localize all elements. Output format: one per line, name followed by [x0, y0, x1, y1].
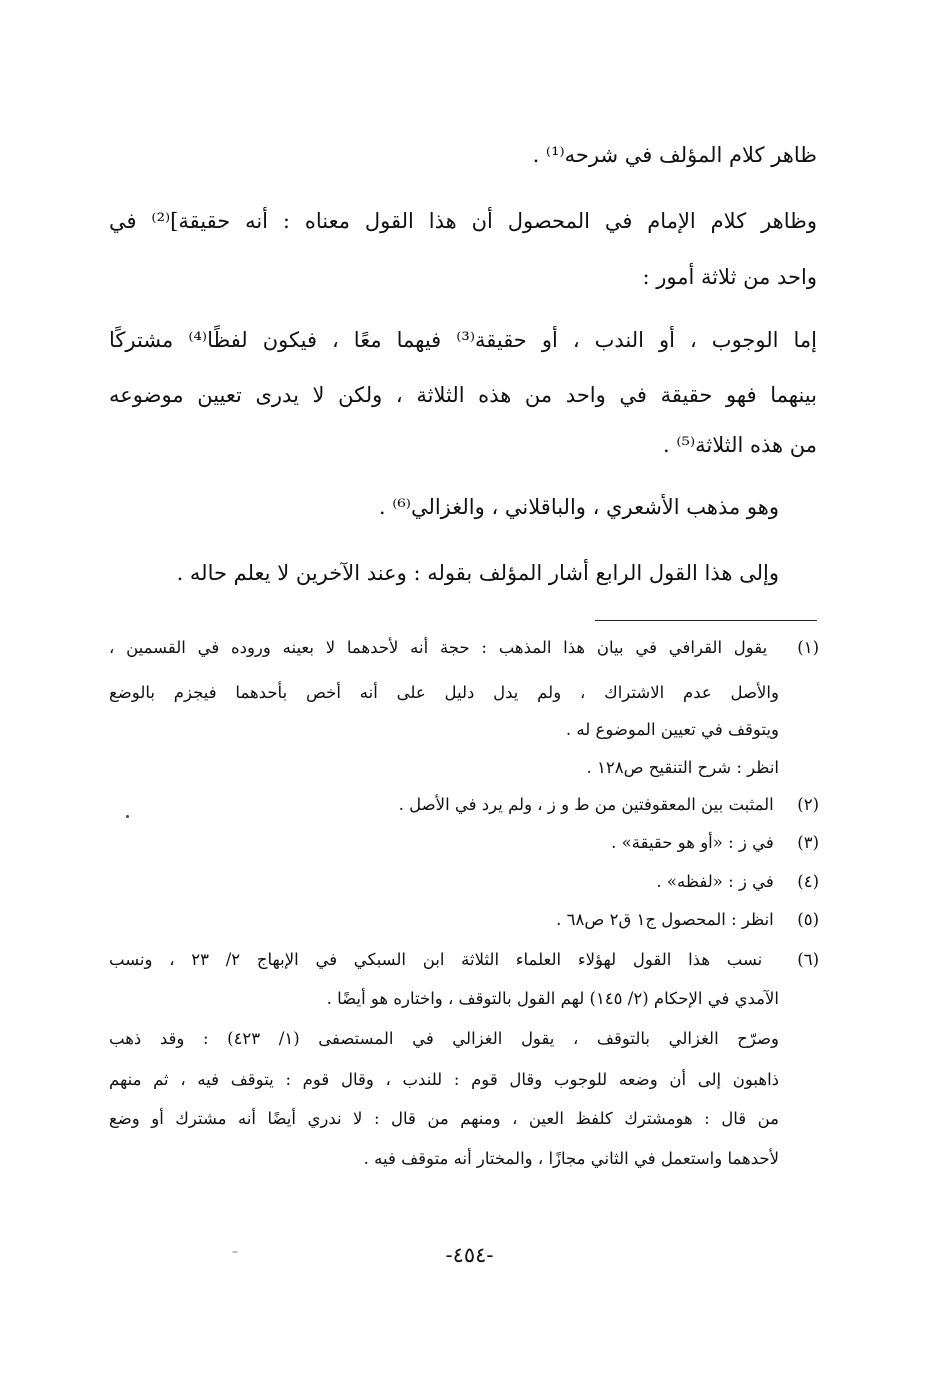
footnote-number: (٣): [797, 833, 819, 852]
footnote-text: المثبت بين المعقوفتين من ط و ز ، ولم يرد في الأصل .: [398, 795, 774, 814]
footnote-line: [109, 947, 819, 973]
footnote-line: لأحدهما واستعمل في الثاني مجازًا ، والمختار أنه متوقف فيه .: [363, 1149, 779, 1168]
footnote-text: يقول القرافي في بيان هذا المذهب : حجة أنه لأحدهما لا بعينه وروده في القسمين ،: [109, 638, 768, 657]
body-line: من هذه الثلاثة⁽⁵⁾ .: [663, 433, 817, 457]
footnote-text: نسب هذا القول لهؤلاء العلماء الثلاثة ابن السبكي في الإبهاج ٢/ ٢٣ ، ونسب: [109, 950, 763, 969]
footnote-number: (٢): [797, 795, 819, 814]
footnote-number: (٥): [797, 910, 819, 929]
footnote-line: والأصل عدم الاشتراك ، ولم يدل دليل على أنه أخص بأحدهما فيجزم بالوضع: [109, 683, 779, 702]
footnote-line: [611, 830, 819, 856]
body-line: وإلى هذا القول الرابع أشار المؤلف بقوله : وعند الآخرين لا يعلم حاله .: [176, 561, 779, 585]
footnote-line: [656, 869, 819, 895]
stray-dot: [126, 815, 129, 818]
footnote-number: (٦): [797, 950, 819, 969]
footnote-text: في ز : «لفظه» .: [656, 872, 774, 891]
footnote-line: [556, 907, 819, 933]
body-line: واحد من ثلاثة أمور :: [642, 265, 817, 289]
footnote-line: وصرّح الغزالي بالتوقف ، يقول الغزالي في المستصفى (١/ ٤٢٣) : وقد ذهب: [109, 1029, 779, 1048]
footnote-line: انظر : شرح التنقيح ص١٢٨ .: [586, 758, 779, 777]
footnote-text: في ز : «أو هو حقيقة» .: [611, 833, 774, 852]
footnote-number: (٤): [797, 872, 819, 891]
footnote-number: (١): [797, 638, 819, 657]
footnote-line: ويتوقف في تعيين الموضوع له .: [565, 720, 779, 739]
footnote-text: انظر : المحصول ج١ ق٢ ص٦٨ .: [556, 910, 774, 929]
footnote-line: [399, 792, 819, 818]
body-line: وهو مذهب الأشعري ، والباقلاني ، والغزالي⁽⁶⁾ .: [378, 495, 779, 519]
body-line: ظاهر كلام المؤلف في شرحه⁽¹⁾ .: [532, 143, 817, 167]
footnote-line: الآمدي في الإحكام (٢/ ١٤٥) لهم القول بالتوقف ، واختاره هو أيضًا .: [326, 989, 779, 1008]
footnote-separator: [595, 620, 817, 621]
footnote-line: [109, 635, 819, 661]
footnote-line: ذاهبون إلى أن وضعه للوجوب وقال قوم : للندب ، وقال قوم : يتوقف فيه ، ثم منهم: [109, 1070, 779, 1089]
page-number: -٤٥٤-: [445, 1243, 494, 1267]
footnote-line: من قال : هومشترك كلفظ العين ، ومنهم من قال : لا ندري أيضًا أنه مشترك أو وضع: [109, 1109, 779, 1128]
body-line: وظاهر كلام الإمام في المحصول أن هذا القول معناه : أنه حقيقة]⁽²⁾ في: [109, 209, 817, 233]
body-line: إما الوجوب ، أو الندب ، أو حقيقة⁽³⁾ فيهما معًا ، فيكون لفظًا⁽⁴⁾ مشتركًا: [109, 328, 817, 352]
body-line: بينهما فهو حقيقة في واحد من هذه الثلاثة ، ولكن لا يدرى تعيين موضوعه: [109, 383, 817, 407]
